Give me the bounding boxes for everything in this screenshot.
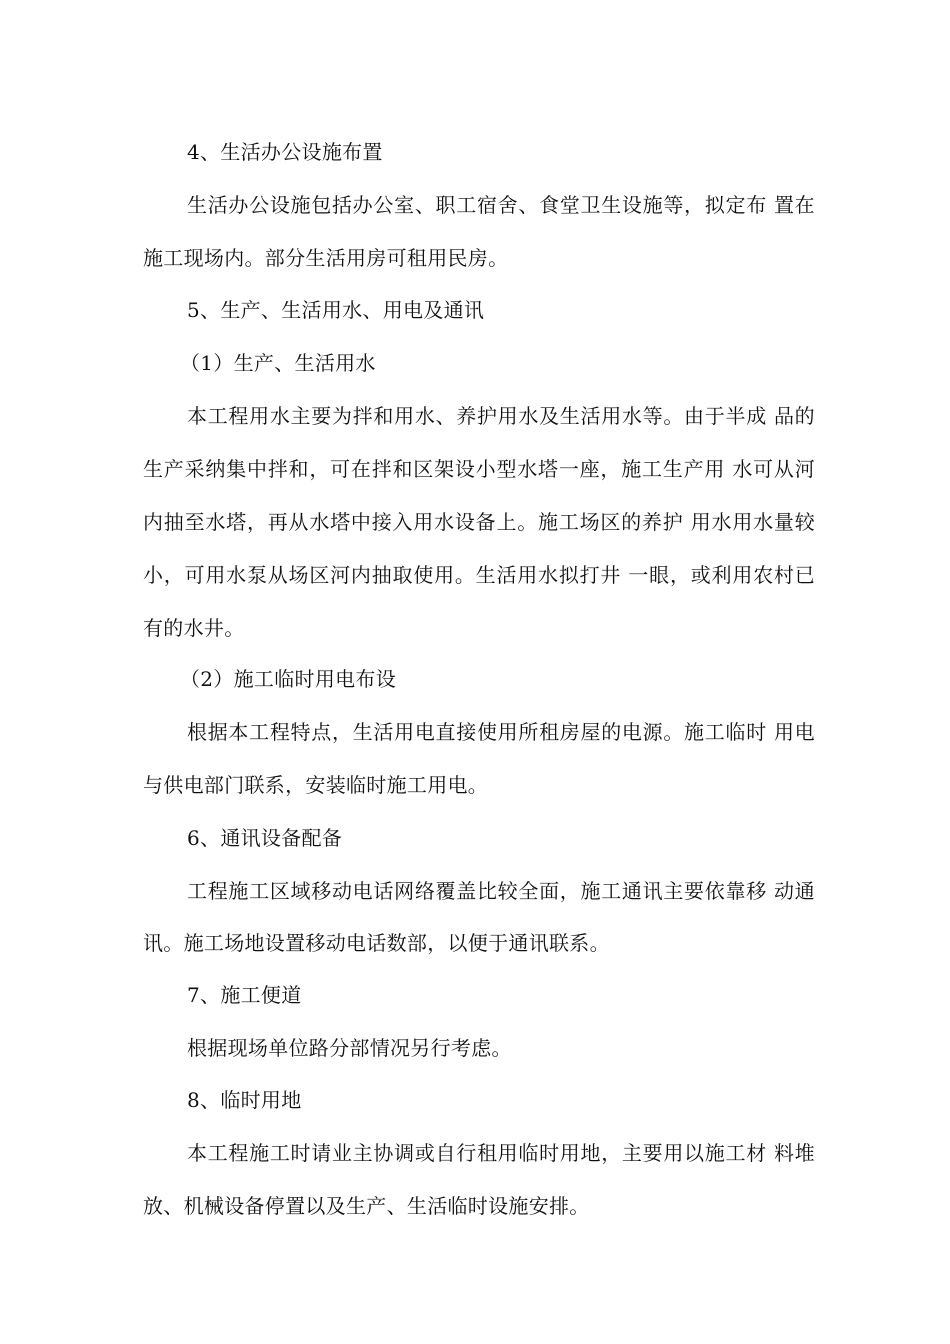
paragraph-line: 生产采纳集中拌和，可在拌和区架设小型水塔一座，施工生产用 水可从河: [143, 457, 815, 481]
paragraph-line: 本工程施工时请业主协调或自行租用临时用地，主要用以施工材 料堆: [187, 1141, 815, 1165]
paragraph-line: 生活办公设施包括办公室、职工宿舍、食堂卫生设施等，拟定布 置在: [187, 193, 815, 217]
paragraph-line: 工程施工区域移动电话网络覆盖比较全面，施工通讯主要依靠移 动通: [187, 879, 815, 903]
paragraph-line: 根据本工程特点，生活用电直接使用所租房屋的电源。施工临时 用电: [187, 720, 815, 744]
heading-8-temporary-land-use: 8、临时用地: [187, 1088, 302, 1112]
paragraph-line: 小，可用水泵从场区河内抽取使用。生活用水拟打井 一眼，或利用农村已: [143, 563, 815, 587]
paragraph-line: 与供电部门联系，安装临时施工用电。: [143, 773, 489, 797]
paragraph-line: 内抽至水塔，再从水塔中接入用水设备上。施工场区的养护 用水用水量较: [143, 510, 815, 534]
heading-6-communication-equipment: 6、通讯设备配备: [187, 826, 343, 850]
paragraph-line: 本工程用水主要为拌和用水、养护用水及生活用水等。由于半成 品的: [187, 404, 815, 428]
heading-5-water-power-communication: 5、生产、生活用水、用电及通讯: [187, 298, 485, 322]
paragraph-line: 根据现场单位路分部情况另行考虑。: [187, 1036, 512, 1060]
paragraph-line: 有的水井。: [143, 616, 245, 640]
heading-4-living-office-facilities: 4、生活办公设施布置: [187, 140, 383, 164]
heading-7-construction-access-road: 7、施工便道: [187, 983, 302, 1007]
paragraph-line: 讯。施工场地设置移动电话数部，以便于通讯联系。: [143, 931, 610, 955]
subheading-1-water-supply: （1）生产、生活用水: [180, 351, 376, 375]
subheading-2-temporary-power: （2）施工临时用电布设: [180, 667, 397, 691]
paragraph-line: 放、机械设备停置以及生产、生活临时设施安排。: [143, 1194, 590, 1218]
paragraph-line: 施工现场内。部分生活用房可租用民房。: [143, 246, 509, 270]
